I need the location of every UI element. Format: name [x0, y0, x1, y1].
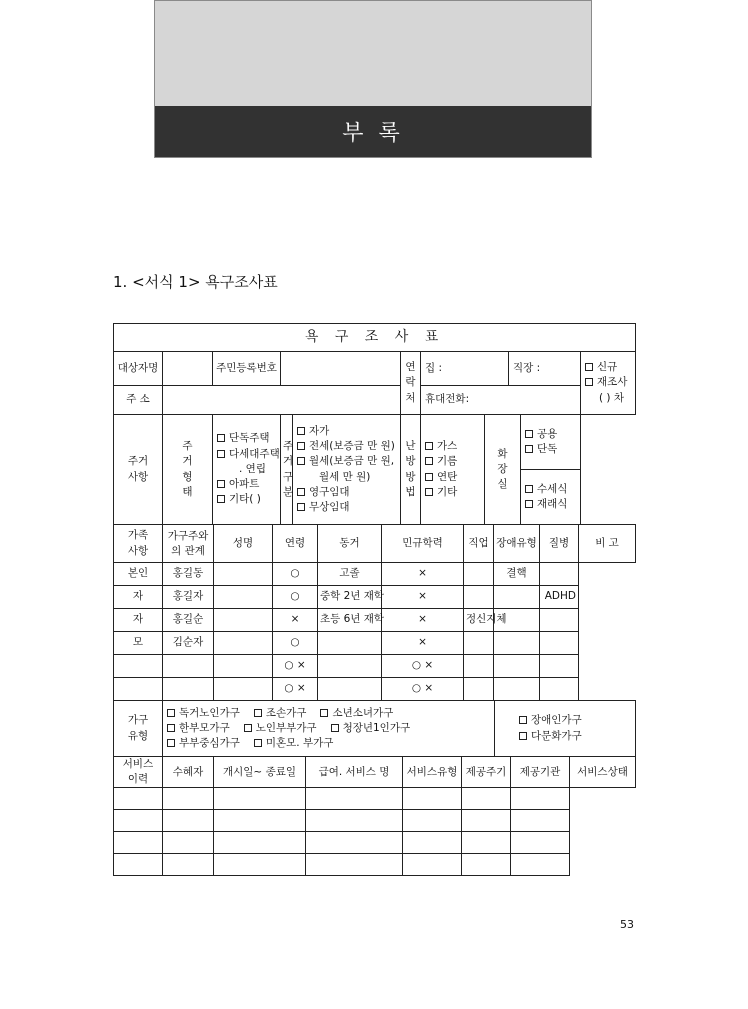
housing-type-option: 다세대주택 [217, 447, 278, 462]
housing-tenure-option: 영구임대 [297, 485, 398, 500]
housing-tenure-label [281, 415, 293, 525]
banner-top-panel [155, 1, 591, 106]
family-header-education: 민규학력 [382, 525, 464, 563]
family-cell[interactable]: 홍길순 [163, 609, 214, 632]
vertical-label-char: 실 [497, 478, 508, 491]
vertical-label-char: 난 [405, 440, 416, 453]
family-cell[interactable]: 홍길자 [163, 586, 214, 609]
household-line [167, 706, 492, 721]
service-cell[interactable] [403, 832, 462, 854]
service-cell[interactable] [306, 810, 403, 832]
family-header-job: 직업 [464, 525, 494, 563]
family-cell[interactable] [214, 609, 273, 632]
family-cell[interactable] [540, 632, 579, 655]
table-row [114, 832, 636, 854]
checkbox[interactable] [167, 724, 175, 732]
service-label: 서비스 이력 [114, 757, 163, 788]
heating-option: 가스 [425, 439, 482, 454]
checkbox[interactable] [519, 732, 527, 740]
service-cell[interactable] [403, 788, 462, 810]
form-title: 욕 구 조 사 표 [114, 324, 636, 352]
family-header-cohabit: 동거 [318, 525, 382, 563]
vertical-label-char: 거 [283, 455, 294, 468]
housing-type-label [163, 415, 213, 525]
page-number: 53 [620, 918, 634, 931]
housing-tenure-option: 자가 [297, 424, 398, 439]
family-cell[interactable]: 정신지체 [464, 609, 494, 632]
family-cell[interactable] [464, 563, 494, 586]
household-option: 미혼모. 부가구 [254, 737, 334, 749]
family-cell[interactable]: ○ × [382, 655, 464, 678]
family-cell[interactable]: 중학 2년 재학 [318, 586, 382, 609]
checkbox[interactable] [425, 488, 433, 496]
family-label: 가족 사항 [114, 525, 163, 563]
family-cell[interactable]: 자 [114, 609, 163, 632]
vertical-label-char: 법 [405, 485, 416, 498]
service-cell[interactable] [306, 854, 403, 876]
checkbox[interactable] [254, 739, 262, 747]
family-cell[interactable] [318, 632, 382, 655]
family-cell[interactable] [214, 586, 273, 609]
toilet-option: 단독 [525, 442, 578, 457]
checkbox[interactable] [217, 450, 225, 458]
service-cell[interactable] [462, 832, 511, 854]
service-cell[interactable] [306, 832, 403, 854]
service-header-period: 개시일~ 종료일 [214, 757, 306, 788]
checkbox-new[interactable] [585, 363, 593, 371]
vertical-label-char: 주 [182, 440, 193, 453]
family-cell[interactable] [464, 678, 494, 701]
housing-type-option: 아파트 [217, 477, 278, 492]
toilet-options-top [521, 415, 581, 470]
checkbox[interactable] [525, 500, 533, 508]
heating-option: 기타 [425, 485, 482, 500]
address-label: 주 소 [114, 386, 163, 415]
family-cell[interactable] [540, 609, 579, 632]
service-cell[interactable] [306, 788, 403, 810]
toilet-option: 수세식 [525, 482, 578, 497]
checkbox[interactable] [425, 457, 433, 465]
household-options-left [163, 701, 495, 757]
checkbox[interactable] [519, 716, 527, 724]
family-cell[interactable] [494, 655, 540, 678]
toilet-options-bottom [521, 470, 581, 525]
appendix-banner [154, 0, 592, 158]
family-cell[interactable] [540, 655, 579, 678]
family-cell[interactable] [540, 563, 579, 586]
service-cell[interactable] [163, 810, 214, 832]
rrn-field[interactable] [281, 352, 401, 386]
family-cell[interactable]: × [273, 609, 318, 632]
service-header-cycle: 제공주기 [462, 757, 511, 788]
household-option: 한부모가구 [167, 722, 230, 734]
checkbox[interactable] [254, 709, 262, 717]
vertical-label-char: 구 [283, 470, 294, 483]
family-cell[interactable]: 초등 6년 재학 [318, 609, 382, 632]
housing-tenure-option: 월세(보증금 만 원, [297, 454, 398, 469]
family-cell[interactable]: × [382, 563, 464, 586]
housing-tenure-option: 무상임대 [297, 500, 398, 515]
service-header-status: 서비스상태 [570, 757, 636, 788]
heating-option: 연탄 [425, 470, 482, 485]
household-option: 소년소녀가구 [320, 707, 393, 719]
family-cell[interactable]: ○ × [273, 655, 318, 678]
housing-tenure-option: 전세(보증금 만 원) [297, 439, 398, 454]
table-row [114, 586, 636, 609]
checkbox[interactable] [167, 709, 175, 717]
household-option: 다문화가구 [519, 729, 633, 744]
family-cell[interactable]: ○ [273, 632, 318, 655]
work-phone-field[interactable]: 직장 : [509, 352, 581, 386]
vertical-label-char: 방 [405, 470, 416, 483]
checkbox[interactable] [331, 724, 339, 732]
table-row [114, 609, 636, 632]
checkbox[interactable] [297, 442, 305, 450]
section-heading: 1. <서식 1> 욕구조사표 [113, 273, 278, 291]
family-cell[interactable]: ○ [273, 563, 318, 586]
checkbox[interactable] [425, 442, 433, 450]
family-cell[interactable]: 홍길동 [163, 563, 214, 586]
family-cell[interactable]: 김순자 [163, 632, 214, 655]
checkbox[interactable] [320, 709, 328, 717]
family-cell[interactable] [318, 655, 382, 678]
table-row [114, 854, 636, 876]
table-row [114, 655, 636, 678]
family-cell[interactable] [114, 678, 163, 701]
service-cell[interactable] [114, 854, 163, 876]
checkbox[interactable] [217, 495, 225, 503]
toilet-option: 공용 [525, 427, 578, 442]
checkbox[interactable] [244, 724, 252, 732]
housing-label: 주거 사항 [114, 415, 163, 525]
service-header-recipient: 수혜자 [163, 757, 214, 788]
checkbox-resurvey[interactable] [585, 378, 593, 386]
vertical-label-char: 분 [283, 485, 294, 498]
checkbox[interactable] [525, 485, 533, 493]
family-cell[interactable] [214, 655, 273, 678]
family-header-age: 연령 [273, 525, 318, 563]
checkbox[interactable] [525, 445, 533, 453]
service-header-provider: 제공기관 [511, 757, 570, 788]
service-cell[interactable] [163, 832, 214, 854]
family-cell[interactable] [494, 632, 540, 655]
vertical-label-char: 태 [182, 485, 193, 498]
vertical-label-char: 거 [182, 455, 193, 468]
household-option: 부부중심가구 [167, 737, 240, 749]
housing-type-option: 기타( ) [217, 492, 278, 507]
family-cell[interactable] [494, 678, 540, 701]
family-cell[interactable]: 본인 [114, 563, 163, 586]
service-cell[interactable] [462, 788, 511, 810]
service-header-name: 급여. 서비스 명 [306, 757, 403, 788]
family-cell[interactable]: × [382, 586, 464, 609]
household-option: 조손가구 [254, 707, 307, 719]
banner-title: 부 록 [155, 106, 591, 157]
table-row [114, 810, 636, 832]
service-cell[interactable] [114, 810, 163, 832]
housing-type-options [213, 415, 281, 525]
family-cell[interactable]: ADHD [540, 586, 579, 609]
mobile-phone-field[interactable]: 휴대전화: [421, 386, 581, 415]
toilet-label [485, 415, 521, 525]
family-cell[interactable] [163, 678, 214, 701]
family-header-note: 비 고 [579, 525, 636, 563]
household-option: 노인부부가구 [244, 722, 317, 734]
household-option: 장애인가구 [519, 713, 633, 728]
family-cell[interactable] [494, 586, 540, 609]
family-cell[interactable] [318, 678, 382, 701]
checkbox[interactable] [217, 480, 225, 488]
service-cell[interactable] [511, 810, 570, 832]
contact-label: 연 락 처 [401, 352, 421, 415]
family-header-name: 성명 [214, 525, 273, 563]
heating-options [421, 415, 485, 525]
checkbox[interactable] [217, 434, 225, 442]
subject-label: 대상자명 [114, 352, 163, 386]
family-header-illness: 질병 [540, 525, 579, 563]
service-cell[interactable] [163, 788, 214, 810]
housing-tenure-options [293, 415, 401, 525]
home-phone-field[interactable]: 집 : [421, 352, 509, 386]
table-row [114, 678, 636, 701]
service-cell[interactable] [114, 832, 163, 854]
service-cell[interactable] [511, 854, 570, 876]
service-cell[interactable] [214, 854, 306, 876]
toilet-option: 재래식 [525, 497, 578, 512]
table-row [114, 632, 636, 655]
housing-tenure-option: 월세 만 원) [319, 470, 371, 483]
family-cell[interactable] [214, 632, 273, 655]
family-cell[interactable] [114, 655, 163, 678]
checkbox[interactable] [167, 739, 175, 747]
family-cell[interactable] [163, 655, 214, 678]
checkbox[interactable] [297, 503, 305, 511]
checkbox[interactable] [297, 427, 305, 435]
service-cell[interactable] [214, 832, 306, 854]
service-header-type: 서비스유형 [403, 757, 462, 788]
service-cell[interactable] [163, 854, 214, 876]
housing-type-option: . 연립 [239, 462, 266, 475]
family-cell[interactable]: × [382, 609, 464, 632]
checkbox[interactable] [525, 430, 533, 438]
family-cell[interactable]: ○ × [273, 678, 318, 701]
family-cell[interactable]: 결핵 [494, 563, 540, 586]
table-row [114, 788, 636, 810]
checkbox[interactable] [425, 473, 433, 481]
table-row [114, 563, 636, 586]
family-header-disability: 장애유형 [494, 525, 540, 563]
vertical-label-char: 형 [182, 470, 193, 483]
household-option: 독거노인가구 [167, 707, 240, 719]
family-cell[interactable]: ○ [273, 586, 318, 609]
service-cell[interactable] [511, 788, 570, 810]
family-header-relation: 가구주와 의 관계 [163, 525, 214, 563]
family-cell[interactable] [464, 655, 494, 678]
service-cell[interactable] [462, 810, 511, 832]
family-cell[interactable] [214, 563, 273, 586]
family-cell[interactable]: 자 [114, 586, 163, 609]
household-label: 가구 유형 [114, 701, 163, 757]
service-cell[interactable] [462, 854, 511, 876]
service-cell[interactable] [403, 854, 462, 876]
family-cell[interactable]: 고졸 [318, 563, 382, 586]
household-line [167, 736, 492, 751]
vertical-label-char: 장 [497, 462, 508, 475]
family-cell[interactable]: ○ × [382, 678, 464, 701]
checkbox[interactable] [297, 488, 305, 496]
housing-type-option: 단독주택 [217, 431, 278, 446]
needs-assessment-form [113, 323, 635, 876]
heating-label [401, 415, 421, 525]
service-cell[interactable] [214, 788, 306, 810]
service-cell[interactable] [403, 810, 462, 832]
address-field[interactable] [163, 386, 401, 415]
service-cell[interactable] [214, 810, 306, 832]
vertical-label-char: 화 [497, 447, 508, 460]
rrn-label: 주민등록번호 [213, 352, 281, 386]
family-cell[interactable]: × [382, 632, 464, 655]
family-cell[interactable] [540, 678, 579, 701]
heating-option: 기름 [425, 454, 482, 469]
household-options-right [495, 701, 636, 757]
status-options: 신규 재조사 ( ) 차 [581, 352, 636, 415]
checkbox[interactable] [297, 457, 305, 465]
family-cell[interactable] [464, 632, 494, 655]
family-cell[interactable] [464, 586, 494, 609]
service-cell[interactable] [511, 832, 570, 854]
household-line [167, 721, 492, 736]
subject-field[interactable] [163, 352, 213, 386]
household-option: 청장년1인가구 [331, 722, 411, 734]
vertical-label-char: 주 [283, 440, 294, 453]
family-cell[interactable]: 모 [114, 632, 163, 655]
family-cell[interactable] [214, 678, 273, 701]
vertical-label-char: 방 [405, 455, 416, 468]
service-cell[interactable] [114, 788, 163, 810]
